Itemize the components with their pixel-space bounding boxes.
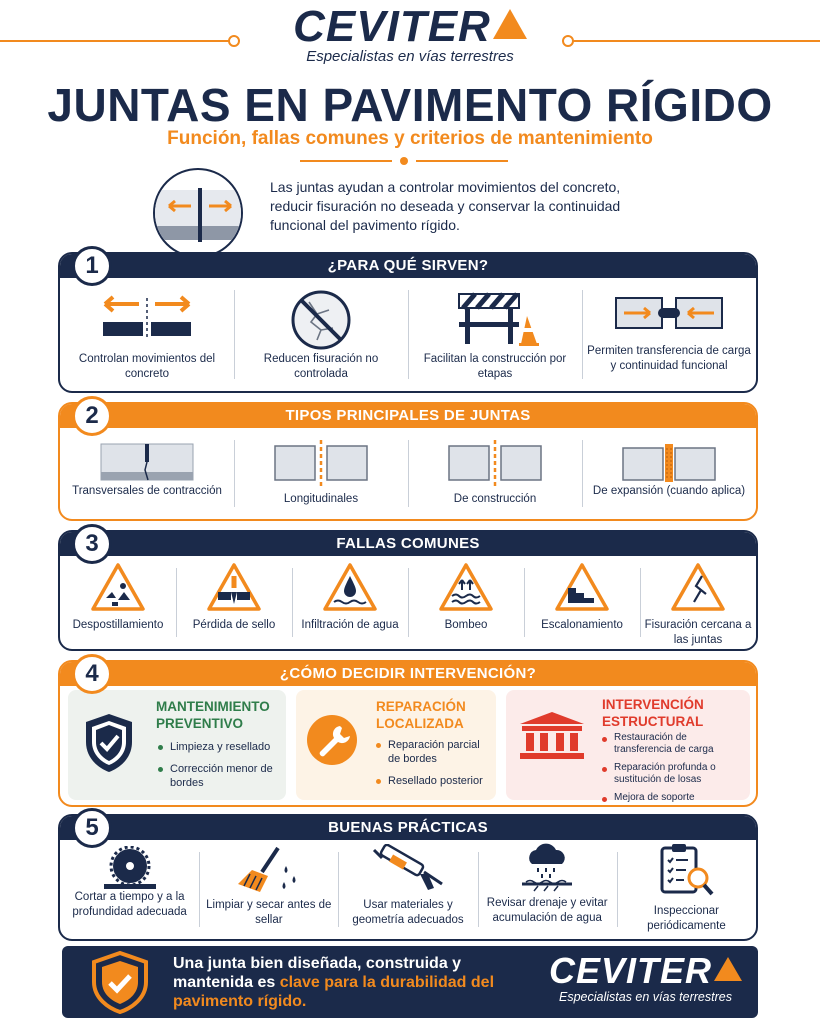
option-title: MANTENIMIENTO PREVENTIVO bbox=[156, 699, 270, 731]
section-5-number: 5 bbox=[72, 808, 112, 848]
section-1-title: ¿PARA QUÉ SIRVEN? bbox=[60, 254, 756, 278]
joint-type-label: Transversales de contracción bbox=[72, 485, 222, 497]
section-common-failures bbox=[58, 530, 758, 651]
brand-tagline: Especialistas en vías terrestres bbox=[306, 48, 514, 65]
water-drop-warning-icon bbox=[322, 562, 378, 612]
failure-item bbox=[408, 556, 524, 649]
option-bullet: Limpieza y resellado bbox=[158, 740, 280, 754]
footer-brand-tagline: Especialistas en vías terrestres bbox=[558, 990, 732, 1004]
practice-label: Revisar drenaje y evitar acumulación de agua bbox=[486, 897, 608, 924]
option-bullet: Reparación parcial de bordes bbox=[376, 738, 492, 766]
seal-loss-warning-icon bbox=[206, 562, 262, 612]
option-bullet: Corrección menor de bordes bbox=[158, 762, 280, 790]
footer-message-main: Una junta bien diseñada, construida y mantenida es bbox=[173, 955, 462, 991]
subtitle-line-right bbox=[416, 160, 508, 162]
practice-item bbox=[617, 840, 756, 939]
practice-item bbox=[478, 840, 617, 939]
purpose-label: Reducen fisuración no controlada bbox=[263, 353, 379, 380]
failure-item bbox=[524, 556, 640, 649]
contraction-joint-icon bbox=[99, 440, 195, 486]
structure-icon bbox=[518, 710, 586, 760]
faulting-warning-icon bbox=[554, 562, 610, 612]
section-good-practices bbox=[58, 814, 758, 941]
no-crack-icon bbox=[289, 288, 353, 352]
footer-message-highlight: clave para la durabilidad del pavimento rígido. bbox=[173, 974, 495, 1010]
footer-banner bbox=[62, 946, 758, 1018]
failure-label: Escalonamiento bbox=[541, 619, 623, 631]
wrench-icon bbox=[306, 714, 358, 766]
dowel-transfer-icon bbox=[614, 294, 724, 338]
shield-check-icon bbox=[90, 950, 150, 1014]
section-intervention bbox=[58, 660, 758, 807]
joint-type-item bbox=[408, 428, 582, 519]
joint-illustration-icon bbox=[153, 168, 243, 258]
purpose-label: Permiten transferencia de carga y continuidad funcional bbox=[587, 345, 751, 372]
shield-check-icon bbox=[82, 712, 136, 774]
page-subtitle: Función, fallas comunes y criterios de mantenimiento bbox=[167, 128, 653, 149]
failure-label: Despostillamiento bbox=[72, 619, 164, 631]
purpose-item bbox=[60, 278, 234, 391]
practice-item bbox=[60, 840, 199, 939]
purpose-item bbox=[408, 278, 582, 391]
practice-label: Usar materiales y geometría adecuados bbox=[352, 899, 464, 926]
footer-brand-logo bbox=[549, 950, 742, 1004]
barrier-cone-icon bbox=[447, 288, 543, 348]
failure-item bbox=[60, 556, 176, 649]
failure-label: Infiltración de agua bbox=[301, 619, 399, 631]
brand-logo bbox=[0, 2, 820, 65]
caulk-gun-icon bbox=[368, 844, 448, 894]
rain-cloud-icon bbox=[512, 842, 582, 892]
footer-brand-name: CEVITER bbox=[548, 950, 712, 991]
broom-icon bbox=[234, 844, 304, 894]
failure-item bbox=[640, 556, 756, 649]
clipboard-search-icon bbox=[654, 842, 718, 898]
failure-item bbox=[176, 556, 292, 649]
option-preventive bbox=[68, 690, 286, 800]
brand-triangle-icon bbox=[493, 9, 527, 39]
section-1-number: 1 bbox=[72, 246, 112, 286]
page-title: JUNTAS EN PAVIMENTO RÍGIDO bbox=[47, 79, 773, 131]
option-title: REPARACIÓN LOCALIZADA bbox=[376, 699, 466, 731]
spalling-warning-icon bbox=[90, 562, 146, 612]
subtitle-line-left bbox=[300, 160, 392, 162]
crack-warning-icon bbox=[670, 562, 726, 612]
practice-item bbox=[199, 840, 338, 939]
option-title: INTERVENCIÓN ESTRUCTURAL bbox=[602, 697, 704, 729]
brand-triangle-icon bbox=[714, 957, 742, 981]
arrows-slab-icon bbox=[99, 292, 195, 342]
brand-name: CEVITER bbox=[293, 2, 491, 51]
option-bullets bbox=[158, 740, 280, 798]
option-bullet: Mejora de soporte bbox=[602, 792, 746, 804]
option-bullets bbox=[376, 738, 492, 796]
option-structural bbox=[506, 690, 750, 803]
section-4-number: 4 bbox=[72, 654, 112, 694]
option-bullets bbox=[602, 732, 746, 807]
joint-type-item bbox=[582, 428, 756, 519]
purpose-label: Controlan movimientos del concreto bbox=[78, 353, 216, 380]
section-3-title: FALLAS COMUNES bbox=[60, 532, 756, 556]
longitudinal-joint-icon bbox=[273, 440, 369, 486]
joint-type-item bbox=[60, 428, 234, 519]
practice-label: Inspeccionar periódicamente bbox=[647, 905, 726, 932]
section-purpose bbox=[58, 252, 758, 393]
section-5-title: BUENAS PRÁCTICAS bbox=[60, 816, 756, 840]
section-joint-types bbox=[58, 402, 758, 521]
failure-label: Pérdida de sello bbox=[192, 619, 276, 631]
pumping-warning-icon bbox=[438, 562, 494, 612]
purpose-item bbox=[582, 278, 756, 391]
failure-label: Bombeo bbox=[444, 619, 488, 631]
option-bullet: Resellado posterior bbox=[376, 774, 492, 788]
construction-joint-icon bbox=[447, 440, 543, 486]
option-bullet: Restauración de transferencia de carga bbox=[602, 732, 746, 756]
joint-type-label: De expansión (cuando aplica) bbox=[592, 485, 746, 497]
joint-type-label: De construcción bbox=[453, 493, 537, 505]
practice-item bbox=[338, 840, 477, 939]
joint-type-label: Longitudinales bbox=[283, 493, 359, 505]
option-localized bbox=[296, 690, 496, 800]
failure-label: Fisuración cercana a las juntas bbox=[644, 619, 752, 646]
purpose-label: Facilitan la construcción por etapas bbox=[423, 353, 567, 380]
section-2-number: 2 bbox=[72, 396, 112, 436]
expansion-joint-icon bbox=[621, 440, 717, 486]
footer-message bbox=[173, 954, 503, 1011]
practice-label: Limpiar y secar antes de sellar bbox=[206, 899, 332, 926]
intro-text: Las juntas ayudan a controlar movimientos del concreto, reducir fisuración no deseada y conservar la continuidad funcional del pavimento rígido. bbox=[270, 179, 621, 233]
section-4-title: ¿CÓMO DECIDIR INTERVENCIÓN? bbox=[60, 662, 756, 686]
section-3-number: 3 bbox=[72, 524, 112, 564]
joint-type-item bbox=[234, 428, 408, 519]
failure-item bbox=[292, 556, 408, 649]
practice-label: Cortar a tiempo y a la profundidad adecuada bbox=[72, 891, 187, 918]
option-bullet: Reparación profunda o sustitución de losas bbox=[602, 762, 746, 786]
subtitle-dot bbox=[400, 157, 408, 165]
saw-blade-icon bbox=[100, 846, 160, 890]
section-2-title: TIPOS PRINCIPALES DE JUNTAS bbox=[60, 404, 756, 428]
purpose-item bbox=[234, 278, 408, 391]
